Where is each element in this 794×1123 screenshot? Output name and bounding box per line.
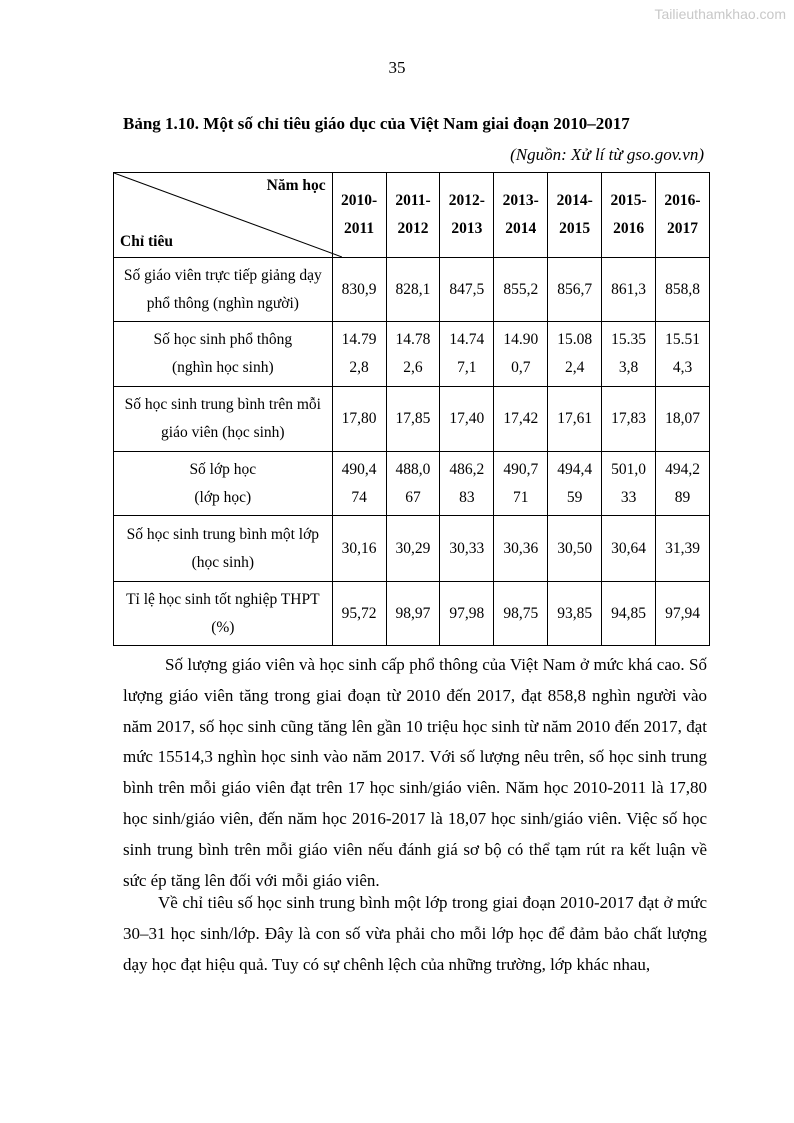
header-indicator-label: Chỉ tiêu (120, 233, 173, 250)
table-cell: 30,16 (332, 516, 386, 582)
table-cell: 31,39 (656, 516, 710, 582)
table-cell: 14.79 2,8 (332, 322, 386, 387)
row-label: Số học sinh trung bình trên mỗi giáo viên (học sinh) (114, 387, 333, 452)
table-row (114, 516, 710, 582)
table-header-row (114, 173, 710, 258)
table-cell: 17,42 (494, 387, 548, 452)
table-cell: 30,29 (386, 516, 440, 582)
header-corner-cell (114, 173, 333, 258)
row-label: Số học sinh trung bình một lớp (học sinh) (114, 516, 333, 582)
table-cell: 98,97 (386, 582, 440, 646)
table-cell: 14.90 0,7 (494, 322, 548, 387)
year-header: 2014- 2015 (548, 173, 602, 258)
table-cell: 856,7 (548, 258, 602, 322)
table-cell: 855,2 (494, 258, 548, 322)
table-cell: 18,07 (656, 387, 710, 452)
table-cell: 14.78 2,6 (386, 322, 440, 387)
table-cell: 847,5 (440, 258, 494, 322)
table-row (114, 258, 710, 322)
year-header: 2013- 2014 (494, 173, 548, 258)
table-cell: 14.74 7,1 (440, 322, 494, 387)
table-cell: 30,50 (548, 516, 602, 582)
year-header: 2010- 2011 (332, 173, 386, 258)
body-paragraph: Số lượng giáo viên và học sinh cấp phổ thông của Việt Nam ở mức khá cao. Số lượng giáo viên tăng trong giai đoạn từ 2010 đến 2017, đạt 858,8 nghìn người vào năm 2017, số học sinh cũng tăng lên gần 10 triệu học sinh từ năm 2010 đến 2017, đạt mức 15514,3 nghìn học sinh vào năm 2017. Với số lượng nêu trên, số học sinh trung bình trên mỗi giáo viên đạt trên 17 học sinh/giáo viên. Năm học 2010-2011 là 17,80 học sinh/giáo viên, đến năm học 2016-2017 là 18,07 học sinh/giáo viên. Việc số học sinh trung bình trên mỗi giáo viên nếu đánh giá sơ bộ có thể tạm rút ra kết luận về sức ép tăng lên đối với mỗi giáo viên. (123, 655, 707, 890)
table-cell: 494,2 89 (656, 452, 710, 516)
year-header: 2011- 2012 (386, 173, 440, 258)
table-cell: 861,3 (602, 258, 656, 322)
table-cell: 17,40 (440, 387, 494, 452)
table-title: Bảng 1.10. Một số chỉ tiêu giáo dục của Việt Nam giai đoạn 2010–2017 (123, 114, 630, 133)
table-cell: 494,4 59 (548, 452, 602, 516)
year-header: 2015- 2016 (602, 173, 656, 258)
page-number: 35 (388, 58, 406, 77)
watermark: Tailieuthamkhao.com (654, 6, 786, 22)
table-cell: 95,72 (332, 582, 386, 646)
table-cell: 828,1 (386, 258, 440, 322)
education-indicators-table (113, 172, 710, 646)
row-label: Số lớp học (lớp học) (114, 452, 333, 516)
table-cell: 17,61 (548, 387, 602, 452)
table-source: (Nguồn: Xử lí từ gso.gov.vn) (510, 145, 704, 164)
year-header: 2016- 2017 (656, 173, 710, 258)
table-cell: 17,80 (332, 387, 386, 452)
table-cell: 93,85 (548, 582, 602, 646)
table-cell: 30,36 (494, 516, 548, 582)
table-cell: 486,2 83 (440, 452, 494, 516)
table-row (114, 387, 710, 452)
header-year-label: Năm học (266, 177, 326, 194)
table-cell: 15.51 4,3 (656, 322, 710, 387)
table-cell: 490,7 71 (494, 452, 548, 516)
table-cell: 501,0 33 (602, 452, 656, 516)
table-cell: 97,94 (656, 582, 710, 646)
table-cell: 15.08 2,4 (548, 322, 602, 387)
body-paragraph: Về chỉ tiêu số học sinh trung bình một lớp trong giai đoạn 2010-2017 đạt ở mức 30–31 học sinh/lớp. Đây là con số vừa phải cho mỗi lớp học để đảm bảo chất lượng dạy học đạt hiệu quả. Tuy có sự chênh lệch của những trường, lớp khác nhau, (123, 893, 707, 974)
table-row (114, 452, 710, 516)
table-cell: 30,64 (602, 516, 656, 582)
table-cell: 97,98 (440, 582, 494, 646)
table-cell: 94,85 (602, 582, 656, 646)
table-row (114, 582, 710, 646)
row-label: Số học sinh phổ thông (nghìn học sinh) (114, 322, 333, 387)
year-header: 2012- 2013 (440, 173, 494, 258)
table-cell: 15.35 3,8 (602, 322, 656, 387)
table-cell: 30,33 (440, 516, 494, 582)
table-cell: 98,75 (494, 582, 548, 646)
table-cell: 858,8 (656, 258, 710, 322)
table-cell: 490,4 74 (332, 452, 386, 516)
table-cell: 17,85 (386, 387, 440, 452)
table-row (114, 322, 710, 387)
row-label: Số giáo viên trực tiếp giảng dạy phổ thông (nghìn người) (114, 258, 333, 322)
row-label: Tỉ lệ học sinh tốt nghiệp THPT (%) (114, 582, 333, 646)
table-cell: 830,9 (332, 258, 386, 322)
table-cell: 17,83 (602, 387, 656, 452)
table-cell: 488,0 67 (386, 452, 440, 516)
